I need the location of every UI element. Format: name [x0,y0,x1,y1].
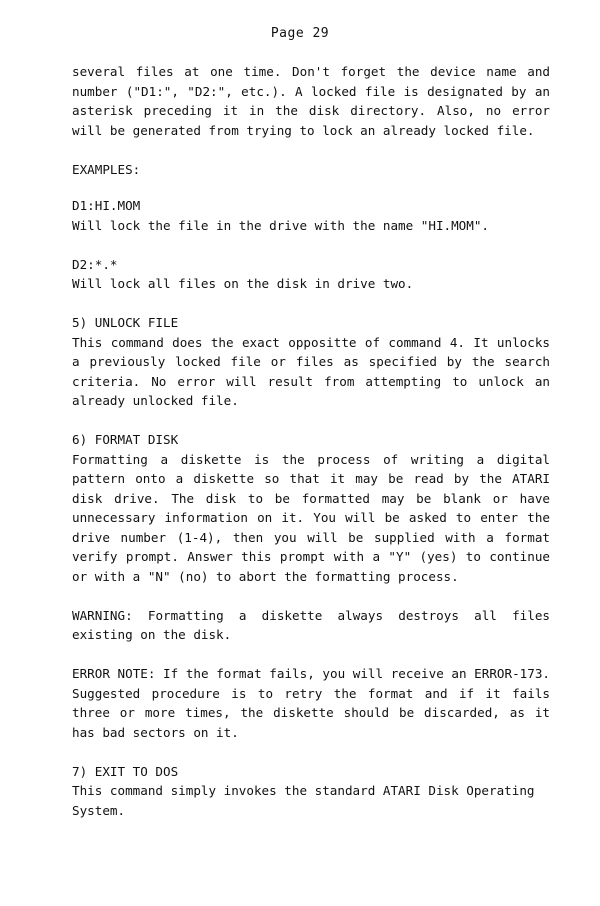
examples-heading: EXAMPLES: [72,161,141,177]
example-1-description: Will lock the file in the drive with the name "HI.MOM". [72,217,490,233]
example-2-code: D2:*.* [72,256,118,272]
exit-heading: 7) EXIT TO DOS [72,763,179,779]
format-heading: 6) FORMAT DISK [72,432,179,447]
page-content [72,62,550,840]
section-unlock-file [72,313,550,411]
unlock-text: This command does the exact oppositte of command 4. It unlocks a previously locked file or files as specified by the search criteria. No error will result from attempting to unlock an already unlocked file. [72,334,550,408]
format-text: Formatting a diskette is the process of writing a digital pattern onto a diskette so that it may be read by the ATARI disk drive. The disk to be formatted may be blank or have unnecessary information on it. You will be asked to enter the drive number (1-4), then you will be supplied with a format verify prompt. Answer this prompt with a "Y" (yes) to continue or with a "N" (no) to abort the formatting process. [72,451,550,584]
error-note-paragraph: ERROR NOTE: If the format fails, you will receive an ERROR-173. Suggested procedure is to retry the format and if it fails three or more times, the diskette should be discarded, as it has bad sectors on it. [72,666,550,740]
exit-text: This command simply invokes the standard ATARI Disk Operating System. [72,783,535,818]
example-2 [72,255,550,294]
example-1 [72,196,550,235]
example-2-description: Will lock all files on the disk in drive two. [72,276,414,291]
intro-paragraph: several files at one time. Don't forget the device name and number ("D1:", "D2:", etc.). A locked file is designated by an asterisk preceding it in the disk directory. Also, no error will be generated from trying to lock an already locked file. [72,64,550,138]
unlock-heading: 5) UNLOCK FILE [72,315,179,330]
warning-paragraph: WARNING: Formatting a diskette always destroys all files existing on the disk. [72,607,550,642]
page-number: Page 29 [270,26,330,41]
section-format-disk [72,430,550,586]
section-exit-to-dos [72,762,550,821]
example-1-code: D1:HI.MOM [72,198,141,213]
